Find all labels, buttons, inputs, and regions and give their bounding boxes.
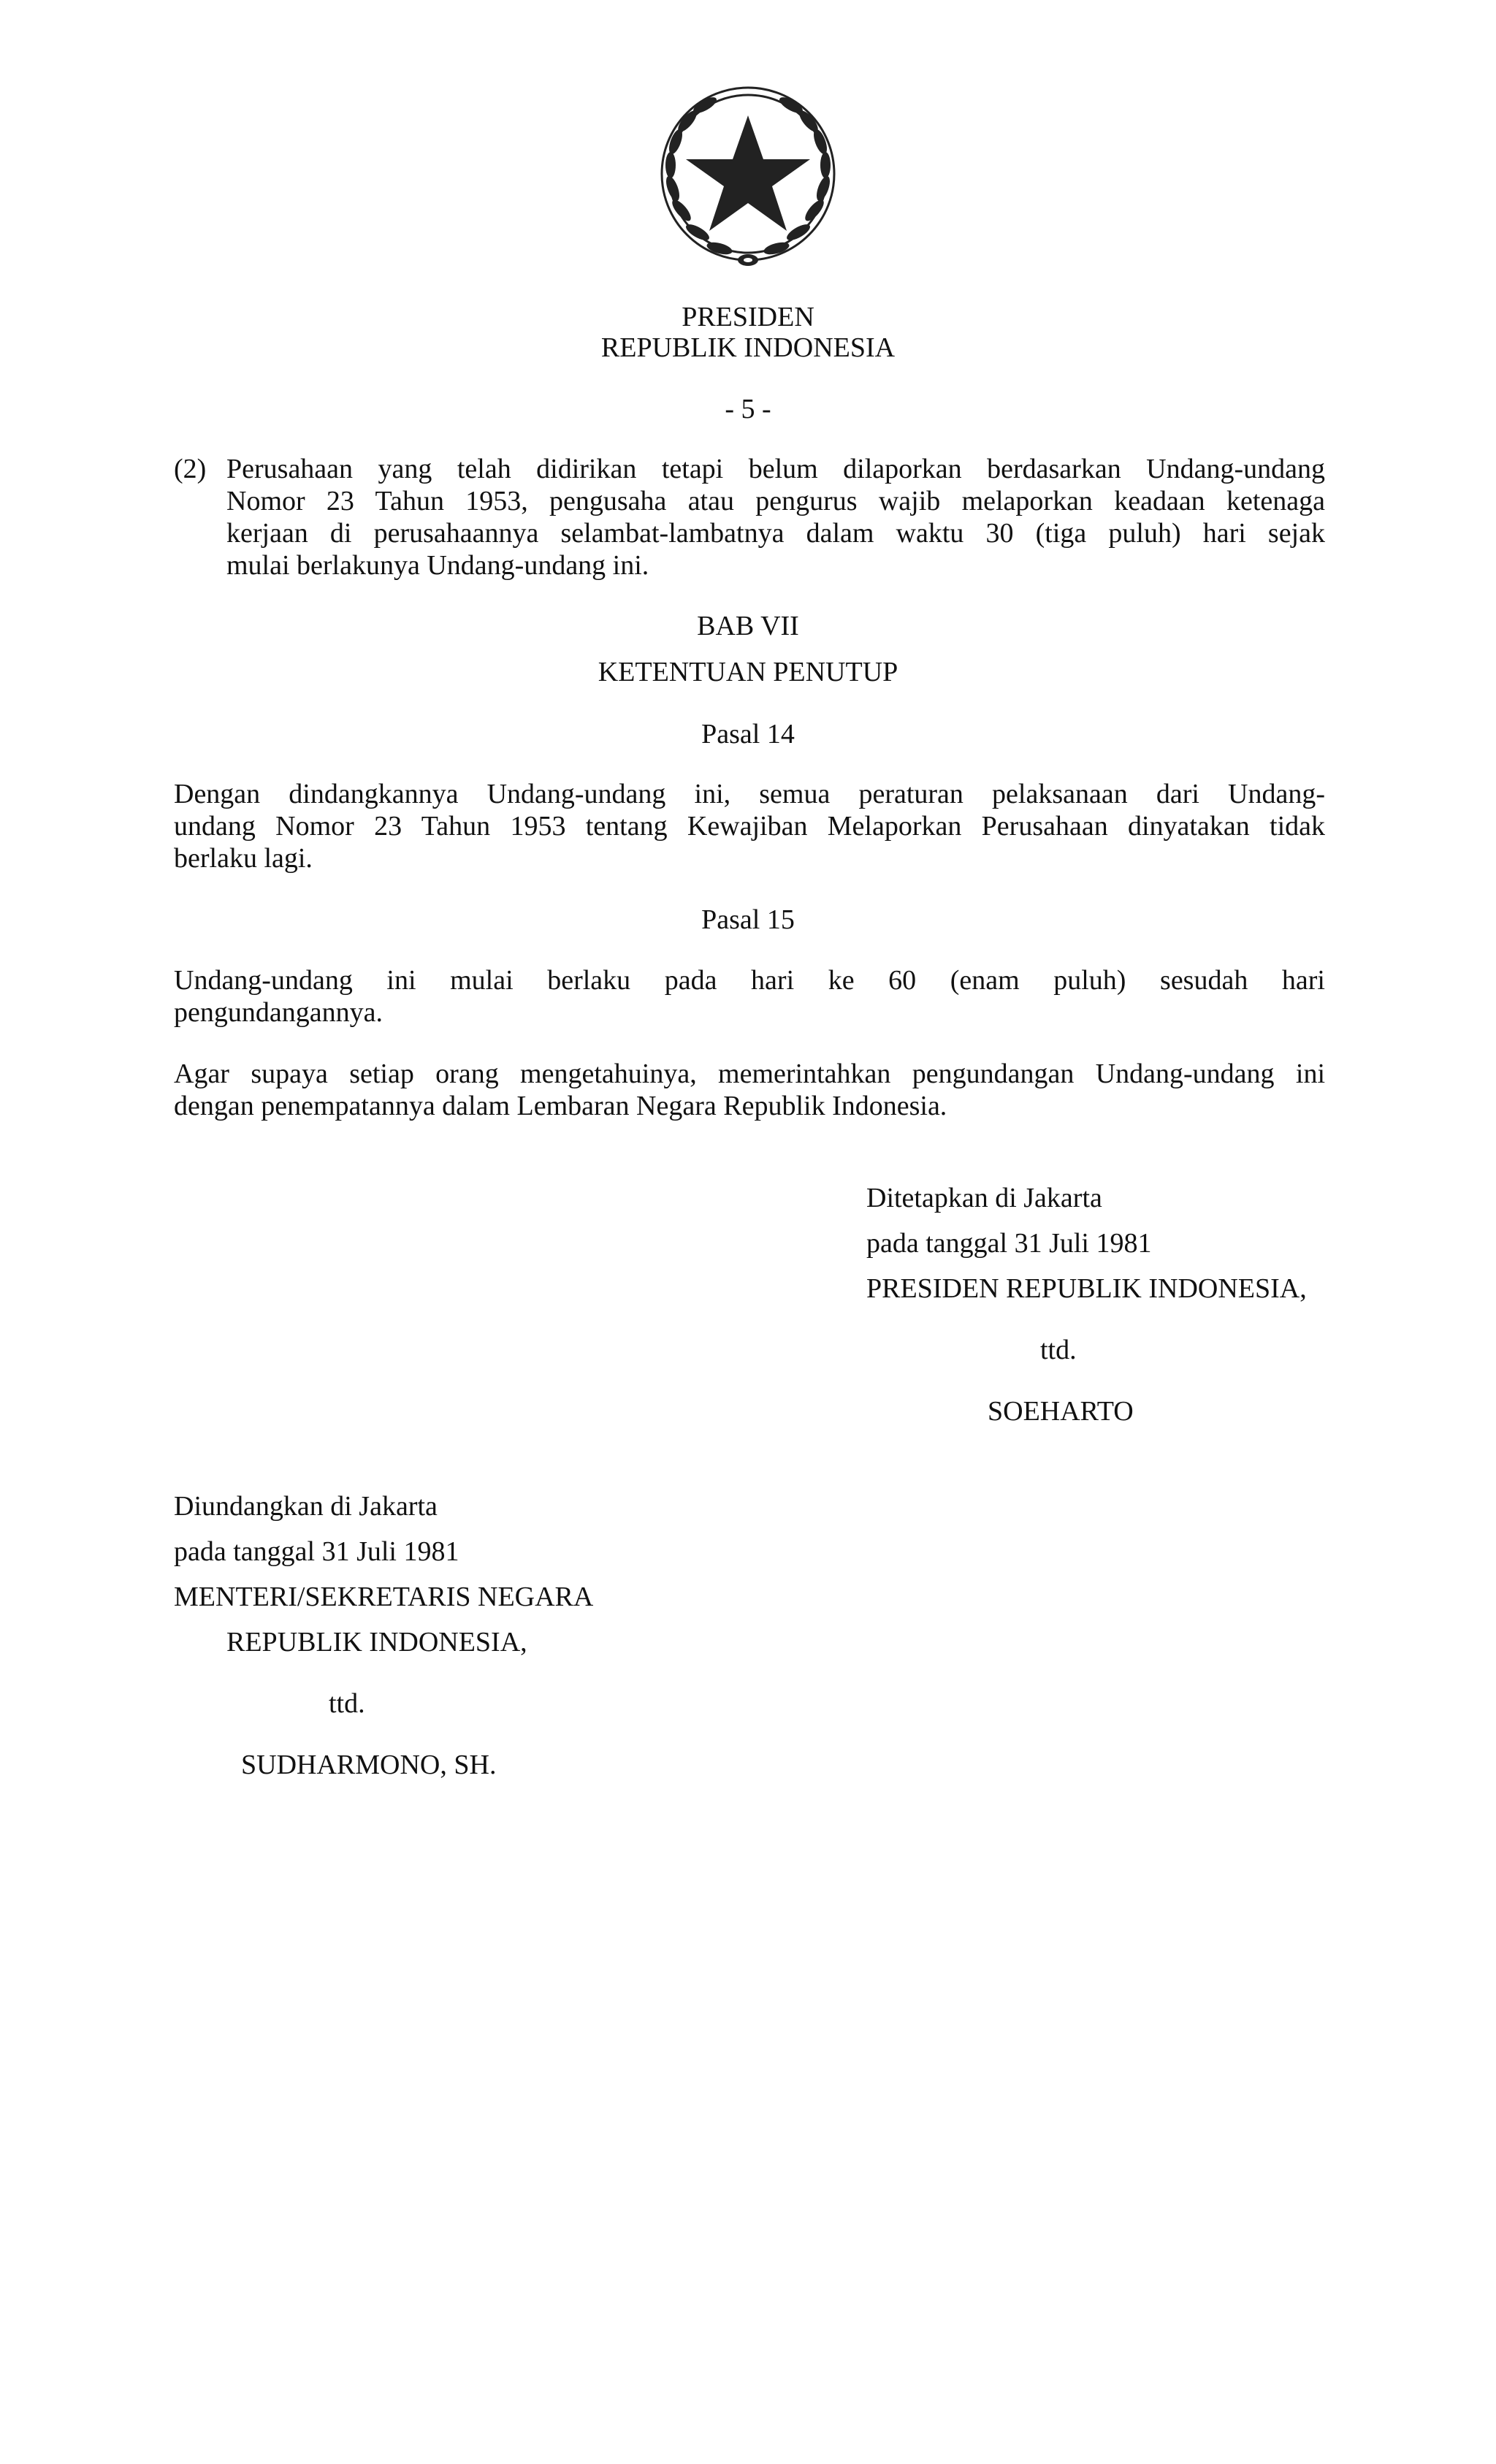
promulgation-office-line2: REPUBLIK INDONESIA, [226,1627,527,1658]
enactment-office: PRESIDEN REPUBLIK INDONESIA, [866,1273,1307,1304]
enactment-date: pada tanggal 31 Juli 1981 [866,1228,1152,1259]
paragraph-line: dengan penempatannya dalam Lembaran Negara Republik Indonesia. [174,1091,947,1121]
header-title-line2: REPUBLIK INDONESIA [600,332,896,363]
enactment-signed: ttd. [1040,1335,1077,1365]
header-title-line1: PRESIDEN [682,302,814,332]
paragraph-line: Agar supaya setiap orang mengetahuinya, memerintahkan pengundangan Undang-undang ini [174,1059,1325,1089]
paragraph-line: pengundangannya. [174,997,383,1028]
pasal-14-text [174,778,1325,874]
item-body [226,453,1325,581]
paragraph-line: berlaku lagi. [174,843,313,874]
promulgation-date: pada tanggal 31 Juli 1981 [174,1536,459,1567]
promulgation-place: Diundangkan di Jakarta [174,1491,438,1522]
enactment-place: Ditetapkan di Jakarta [866,1183,1102,1213]
paragraph-line: Undang-undang ini mulai berlaku pada hari ke 60 (enam puluh) sesudah hari [174,965,1325,996]
pasal-14-heading: Pasal 14 [701,719,795,750]
chapter-title: KETENTUAN PENUTUP [598,657,898,687]
promulgation-name: SUDHARMONO, SH. [241,1750,497,1780]
page-number: - 5 - [725,394,771,424]
item-number: (2) [174,454,207,484]
pasal-15-text [174,964,1325,1029]
pasal-15-heading: Pasal 15 [701,904,795,935]
promulgation-office-line1: MENTERI/SEKRETARIS NEGARA [174,1582,594,1612]
paragraph-line: undang Nomor 23 Tahun 1953 tentang Kewajiban Melaporkan Perusahaan dinyatakan tidak [174,811,1325,842]
enactment-name: SOEHARTO [988,1396,1134,1427]
item-line: Perusahaan yang telah didirikan tetapi belum dilaporkan berdasarkan Undang-undang [226,454,1325,484]
item-line: mulai berlakunya Undang-undang ini. [226,550,649,581]
item-line: Nomor 23 Tahun 1953, pengusaha atau pengurus wajib melaporkan keadaan ketenaga [226,486,1325,516]
presidential-emblem-icon [652,86,844,278]
closing-text [174,1058,1325,1122]
item-line: kerjaan di perusahaannya selambat-lambatnya dalam waktu 30 (tiga puluh) hari sejak [226,518,1325,549]
paragraph-line: Dengan dindangkannya Undang-undang ini, semua peraturan pelaksanaan dari Undang- [174,779,1325,809]
chapter-number: BAB VII [697,611,799,641]
promulgation-signed: ttd. [329,1688,365,1719]
